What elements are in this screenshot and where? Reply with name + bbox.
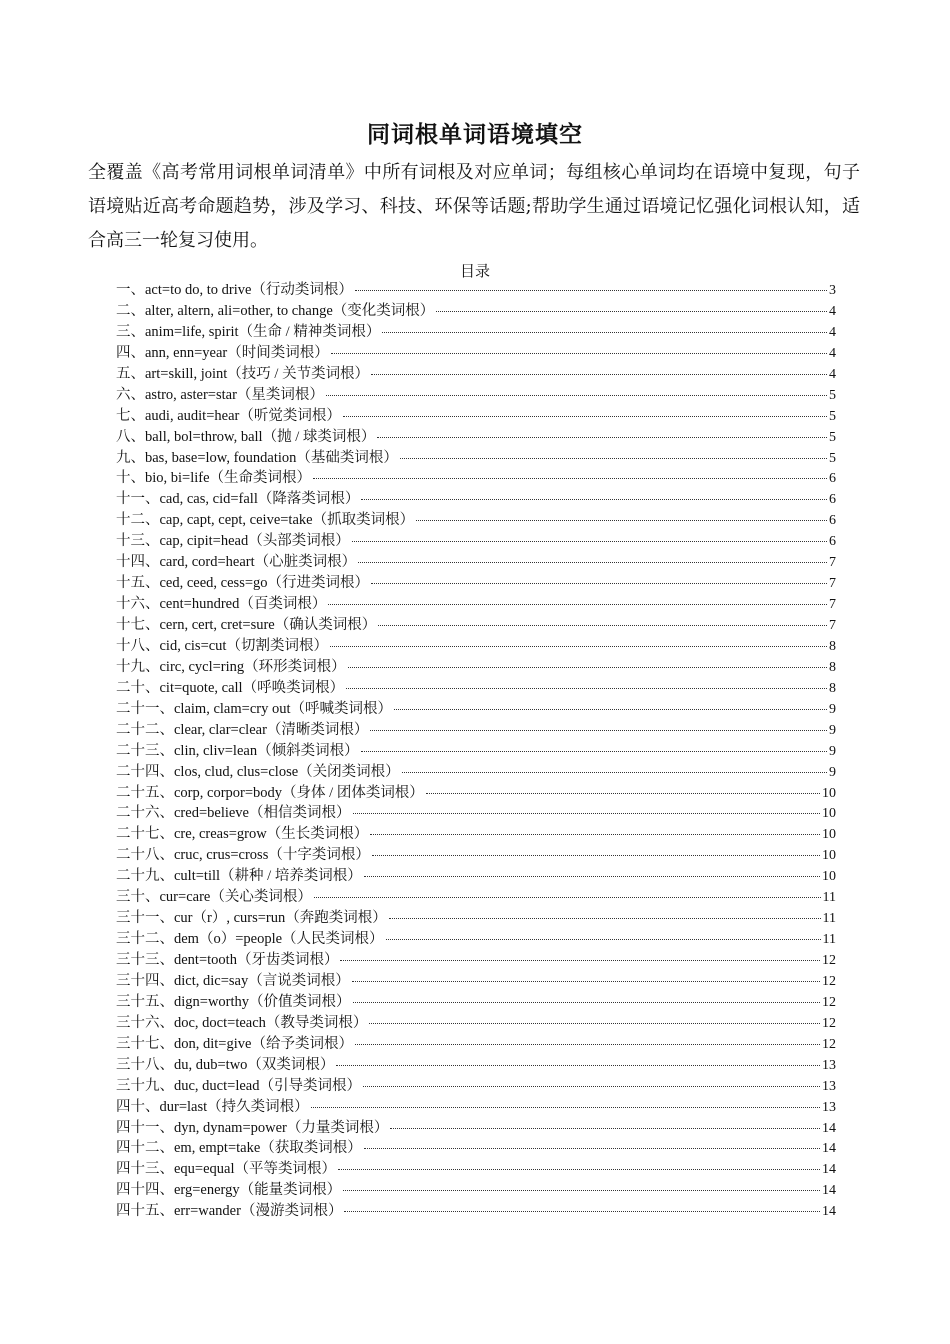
toc-dot-leader: [311, 1093, 820, 1108]
toc-entry-label: 四、ann, enn=year（时间类词根）: [116, 344, 329, 361]
toc-dot-leader: [378, 611, 827, 626]
toc-entry-page-number: 10: [822, 785, 836, 801]
toc-dot-leader: [355, 276, 827, 291]
toc-dot-leader: [369, 1009, 820, 1024]
toc-dot-leader: [344, 1197, 820, 1212]
toc-dot-leader: [389, 904, 821, 919]
toc-entry-label: 十七、cern, cert, cret=sure（确认类词根）: [116, 617, 377, 633]
toc-entry-label: 三、anim=life, spirit（生命 / 精神类词根）: [116, 323, 381, 340]
toc-dot-leader: [328, 590, 827, 605]
toc-dot-leader: [313, 464, 827, 479]
toc-dot-leader: [426, 779, 820, 794]
toc-entry-page-number: 14: [822, 1141, 836, 1157]
toc-entry-page-number: 13: [822, 1057, 836, 1073]
toc-dot-leader: [394, 695, 827, 710]
toc-entry-page-number: 9: [829, 743, 836, 759]
toc-dot-leader: [353, 799, 821, 814]
toc-entry-label: 九、bas, base=low, foundation（基础类词根）: [116, 449, 398, 466]
toc-entry-page-number: 4: [829, 303, 836, 319]
toc-entry-page-number: 9: [829, 701, 836, 717]
toc-entry-label: 二十七、cre, creas=grow（生长类词根）: [116, 826, 369, 843]
toc-entry-page-number: 5: [829, 408, 836, 424]
toc-dot-leader: [364, 1134, 820, 1149]
toc-entry-page-number: 4: [829, 345, 836, 361]
toc-dot-leader: [402, 758, 827, 773]
toc-entry-page-number: 12: [822, 1036, 836, 1052]
toc-entry-page-number: 11: [822, 890, 836, 906]
toc-entry-page-number: 13: [822, 1078, 836, 1094]
toc-entry-page-number: 6: [829, 492, 836, 508]
toc-entry-label: 十六、cent=hundred（百类词根）: [116, 596, 327, 613]
toc-entry-label: 二十二、clear, clar=clear（清晰类词根）: [116, 721, 369, 738]
toc-dot-leader: [352, 967, 820, 982]
toc-entry-page-number: 10: [822, 869, 836, 885]
toc-entry-page-number: 9: [829, 722, 836, 738]
toc-entry-page-number: 13: [822, 1099, 836, 1115]
intro-paragraph: 全覆盖《高考常用词根单词清单》中所有词根及对应单词；每组核心单词均在语境中复现，句子语境贴近高考命题趋势，涉及学习、科技、环保等话题;帮助学生通过语境记忆强化词根认知，适合高三一轮复习使用。: [88, 162, 860, 251]
toc-heading: 目录: [459, 262, 490, 280]
toc-dot-leader: [361, 737, 827, 752]
toc-dot-leader: [416, 506, 827, 521]
toc-entry-label: 二、alter, altern, ali=other, to change（变化类词根）: [116, 302, 435, 319]
toc-entry-label: 十八、cid, cis=cut（切割类词根）: [116, 637, 328, 654]
toc-dot-leader: [371, 360, 827, 375]
table-of-contents: [116, 279, 836, 1221]
toc-entry-page-number: 11: [822, 911, 836, 927]
toc-entry-label: 三十三、dent=tooth（牙齿类词根）: [116, 952, 339, 968]
toc-dot-leader: [358, 548, 827, 563]
toc-dot-leader: [377, 423, 827, 438]
toc-dot-leader: [386, 925, 821, 940]
toc-dot-leader: [353, 988, 820, 1003]
toc-entry-label: 四十二、em, empt=take（获取类词根）: [116, 1140, 362, 1157]
toc-entry-page-number: 8: [829, 638, 836, 654]
toc-entry-label: 三十九、duc, duct=lead（引导类词根）: [116, 1077, 361, 1094]
toc-entry-page-number: 6: [829, 513, 836, 529]
toc-entry-page-number: 14: [822, 1120, 836, 1136]
toc-entry-label: 五、art=skill, joint（技巧 / 关节类词根）: [116, 365, 370, 382]
toc-entry-label: 三十六、doc, doct=teach（教导类词根）: [116, 1014, 368, 1031]
toc-entry-page-number: 11: [822, 932, 836, 948]
toc-entry-label: 三十五、dign=worthy（价值类词根）: [116, 993, 351, 1010]
toc-entry-page-number: 6: [829, 471, 836, 487]
toc-entry-page-number: 10: [822, 827, 836, 843]
toc-dot-leader: [352, 527, 827, 542]
toc-entry-label: 三十七、don, dit=give（给予类词根）: [116, 1035, 353, 1052]
toc-dot-leader: [343, 1176, 820, 1191]
toc-entry-page-number: 12: [822, 1015, 836, 1031]
toc-entry-label: 四十三、equ=equal（平等类词根）: [116, 1161, 337, 1178]
toc-entry-page-number: 9: [829, 764, 836, 780]
toc-entry-label: 三十八、du, dub=two（双类词根）: [116, 1056, 335, 1073]
toc-dot-leader: [370, 716, 827, 731]
toc-dot-leader: [340, 946, 820, 961]
toc-entry-page-number: 7: [829, 555, 836, 571]
toc-dot-leader: [326, 381, 827, 396]
toc-dot-leader: [343, 402, 827, 417]
toc-dot-leader: [331, 339, 827, 354]
page-title: 同词根单词语境填空: [367, 122, 583, 148]
toc-entry-label: 二十三、clin, cliv=lean（倾斜类词根）: [116, 742, 359, 759]
toc-entry-label: 三十四、dict, dic=say（言说类词根）: [116, 972, 350, 989]
toc-entry-page-number: 12: [822, 953, 836, 968]
toc-entry-label: 八、ball, bol=throw, ball（抛 / 球类词根）: [116, 428, 376, 445]
toc-entry-page-number: 12: [822, 994, 836, 1010]
toc-entry-page-number: 14: [822, 1162, 836, 1178]
toc-entry-label: 二十八、cruc, crus=cross（十字类词根）: [116, 847, 370, 864]
toc-entry-label: 四十四、erg=energy（能量类词根）: [116, 1182, 342, 1199]
toc-dot-leader: [364, 862, 820, 877]
toc-dot-leader: [348, 653, 827, 668]
toc-dot-leader: [372, 841, 820, 856]
toc-dot-leader: [336, 1051, 820, 1066]
toc-entry-page-number: 4: [829, 324, 836, 340]
toc-entry-page-number: 14: [822, 1204, 836, 1220]
toc-dot-leader: [371, 569, 827, 584]
toc-entry-label: 三十二、dem（o）=people（人民类词根）: [116, 931, 384, 948]
toc-dot-leader: [330, 632, 827, 647]
toc-entry[interactable]: [116, 1200, 836, 1221]
toc-entry-page-number: 3: [829, 283, 836, 298]
toc-entry-label: 二十一、claim, clam=cry out（呼喊类词根）: [116, 700, 392, 717]
toc-entry-page-number: 4: [829, 366, 836, 382]
toc-entry-page-number: 5: [829, 387, 836, 403]
toc-entry-label: 二十四、clos, clud, clus=close（关闭类词根）: [116, 763, 400, 780]
toc-entry-label: 二十六、cred=believe（相信类词根）: [116, 805, 351, 822]
toc-entry-label: 七、audi, audit=hear（听觉类词根）: [116, 407, 341, 424]
toc-entry-label: 四十五、err=wander（漫游类词根）: [116, 1203, 343, 1220]
toc-entry-label: 一、act=to do, to drive（行动类词根）: [116, 282, 353, 298]
toc-entry-page-number: 7: [829, 576, 836, 592]
toc-entry-label: 三十、cur=care（关心类词根）: [116, 889, 312, 906]
toc-dot-leader: [436, 297, 827, 312]
toc-entry-label: 十、bio, bi=life（生命类词根）: [116, 470, 312, 487]
toc-entry-page-number: 8: [829, 659, 836, 675]
toc-entry-page-number: 7: [829, 618, 836, 633]
toc-dot-leader: [390, 1114, 820, 1129]
toc-entry-label: 三十一、cur（r）, curs=run（奔跑类词根）: [116, 910, 387, 927]
toc-entry-page-number: 12: [822, 973, 836, 989]
toc-entry-label: 二十、cit=quote, call（呼唤类词根）: [116, 679, 345, 696]
toc-entry-page-number: 10: [822, 806, 836, 822]
toc-entry-label: 十二、cap, capt, cept, ceive=take（抓取类词根）: [116, 512, 415, 529]
toc-dot-leader: [361, 485, 827, 500]
toc-entry-page-number: 5: [829, 450, 836, 466]
toc-entry-page-number: 5: [829, 429, 836, 445]
toc-entry-label: 十一、cad, cas, cid=fall（降落类词根）: [116, 491, 360, 508]
toc-entry-label: 四十一、dyn, dynam=power（力量类词根）: [116, 1119, 389, 1136]
toc-entry-label: 四十、dur=last（持久类词根）: [116, 1098, 309, 1115]
toc-dot-leader: [370, 820, 820, 835]
toc-dot-leader: [314, 883, 821, 898]
toc-dot-leader: [338, 1155, 820, 1170]
toc-entry-page-number: 14: [822, 1183, 836, 1199]
toc-dot-leader: [382, 318, 827, 333]
toc-dot-leader: [400, 444, 827, 459]
toc-entry-label: 六、astro, aster=star（星类词根）: [116, 386, 324, 403]
toc-entry-label: 十九、circ, cycl=ring（环形类词根）: [116, 658, 346, 675]
toc-entry-page-number: 6: [829, 534, 836, 550]
toc-entry-page-number: 8: [829, 680, 836, 696]
toc-entry-label: 十五、ced, ceed, cess=go（行进类词根）: [116, 575, 370, 592]
toc-entry-page-number: 10: [822, 848, 836, 864]
toc-entry-label: 十三、cap, cipit=head（头部类词根）: [116, 533, 350, 550]
toc-dot-leader: [363, 1072, 820, 1087]
toc-entry-label: 二十五、corp, corpor=body（身体 / 团体类词根）: [116, 784, 424, 801]
toc-entry-label: 十四、card, cord=heart（心脏类词根）: [116, 554, 357, 571]
toc-dot-leader: [355, 1030, 820, 1045]
toc-entry-label: 二十九、cult=till（耕种 / 培养类词根）: [116, 868, 362, 885]
toc-entry-page-number: 7: [829, 597, 836, 613]
toc-dot-leader: [346, 674, 827, 689]
